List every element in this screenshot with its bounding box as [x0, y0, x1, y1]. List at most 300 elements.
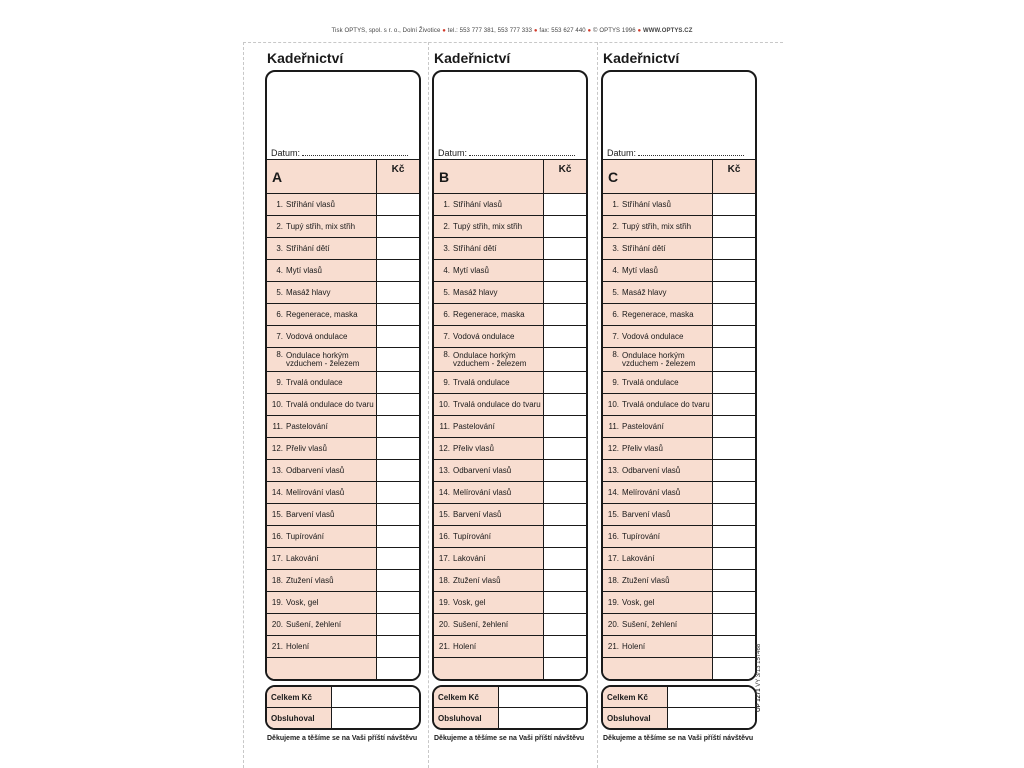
service-cell	[267, 504, 377, 525]
service-number: 4.	[612, 266, 619, 275]
service-cell	[434, 238, 544, 259]
table-row	[434, 216, 586, 238]
service-name: Stříhání vlasů	[453, 199, 502, 209]
service-cell	[603, 504, 713, 525]
service-number: 12.	[271, 444, 283, 453]
services-table	[601, 70, 757, 681]
service-cell	[267, 614, 377, 635]
price-cell	[544, 526, 586, 547]
table-row	[267, 548, 419, 570]
service-cell	[603, 372, 713, 393]
price-cell	[544, 658, 586, 679]
service-number: 21.	[607, 642, 619, 651]
service-cell	[434, 372, 544, 393]
table-row	[603, 216, 755, 238]
service-cell	[267, 216, 377, 237]
slip-title: Kadeřnictví	[267, 50, 344, 66]
service-cell	[603, 304, 713, 325]
service-number: 2.	[443, 222, 450, 231]
service-cell	[434, 570, 544, 591]
service-name: Tupírování	[453, 531, 491, 541]
table-row	[603, 504, 755, 526]
service-name: Sušení, žehlení	[453, 619, 509, 629]
service-cell	[434, 438, 544, 459]
service-cell	[267, 482, 377, 503]
table-row	[603, 548, 755, 570]
price-cell	[544, 326, 586, 347]
table-row-empty	[434, 658, 586, 679]
price-cell	[713, 570, 755, 591]
service-cell	[267, 238, 377, 259]
service-cell	[434, 216, 544, 237]
service-cell	[603, 282, 713, 303]
table-row	[267, 614, 419, 636]
served-label: Obsluhoval	[603, 708, 668, 728]
service-cell	[267, 460, 377, 481]
table-row	[603, 416, 755, 438]
service-cell	[267, 348, 377, 371]
bullet-icon: ●	[587, 28, 592, 34]
service-name: Stříhání vlasů	[286, 199, 335, 209]
table-row	[603, 194, 755, 216]
total-label: Celkem Kč	[434, 687, 499, 707]
table-row	[434, 372, 586, 394]
table-row	[434, 614, 586, 636]
service-cell	[267, 548, 377, 569]
service-cell	[434, 548, 544, 569]
price-cell	[544, 548, 586, 569]
cut-line	[597, 42, 598, 768]
service-name: Mytí vlasů	[622, 265, 659, 275]
service-cell	[603, 636, 713, 657]
service-name: Pastelování	[453, 421, 495, 431]
table-row	[267, 504, 419, 526]
price-cell	[377, 394, 419, 415]
totals-box	[601, 685, 757, 730]
total-row	[267, 687, 419, 707]
service-name: Ztužení vlasů	[286, 575, 334, 585]
table-row	[434, 570, 586, 592]
service-name: Trvalá ondulace	[286, 377, 343, 387]
service-cell	[434, 592, 544, 613]
service-number: 9.	[443, 378, 450, 387]
service-name: Regenerace, maska	[453, 309, 525, 319]
service-cell	[434, 504, 544, 525]
service-cell	[603, 526, 713, 547]
price-cell	[544, 482, 586, 503]
price-cell	[377, 326, 419, 347]
table-header	[434, 160, 586, 194]
service-number: 6.	[276, 310, 283, 319]
thanks-note: Děkujeme a těšíme se na Vaši příští návštěvu	[603, 735, 754, 742]
service-number: 8.	[276, 350, 283, 359]
table-row	[267, 460, 419, 482]
price-cell	[713, 260, 755, 281]
service-name: Pastelování	[622, 421, 664, 431]
table-row	[434, 238, 586, 260]
table-row	[603, 304, 755, 326]
served-value	[332, 708, 419, 728]
service-number: 1.	[276, 200, 283, 209]
service-name: Melírování vlasů	[286, 487, 345, 497]
printer-fax: fax: 553 627 440	[539, 28, 586, 34]
service-number: 19.	[607, 598, 619, 607]
service-number: 3.	[612, 244, 619, 253]
service-name: Odbarvení vlasů	[622, 465, 681, 475]
total-row	[434, 687, 586, 707]
service-number: 1.	[612, 200, 619, 209]
service-cell	[603, 460, 713, 481]
service-name: Přeliv vlasů	[622, 443, 663, 453]
service-name: Holení	[622, 641, 646, 651]
price-cell	[377, 238, 419, 259]
table-row	[434, 282, 586, 304]
service-number: 13.	[271, 466, 283, 475]
slip-letter: A	[267, 160, 377, 193]
service-name: Přeliv vlasů	[453, 443, 494, 453]
service-name: Ztužení vlasů	[622, 575, 670, 585]
bullet-icon: ●	[533, 28, 538, 34]
price-cell	[377, 372, 419, 393]
price-cell	[713, 592, 755, 613]
service-cell	[267, 416, 377, 437]
service-cell	[434, 304, 544, 325]
table-row	[434, 304, 586, 326]
service-name: Masáž hlavy	[286, 287, 331, 297]
price-cell	[377, 548, 419, 569]
table-row	[267, 304, 419, 326]
datum-label: Datum:	[438, 148, 468, 158]
service-cell	[603, 438, 713, 459]
service-cell	[267, 304, 377, 325]
service-number: 20.	[607, 620, 619, 629]
service-name: Sušení, žehlení	[622, 619, 678, 629]
served-row	[267, 707, 419, 728]
service-cell	[603, 216, 713, 237]
price-cell	[713, 658, 755, 679]
price-cell	[544, 592, 586, 613]
table-row	[267, 260, 419, 282]
slip-letter: C	[603, 160, 713, 193]
service-cell	[603, 658, 713, 679]
service-number: 18.	[438, 576, 450, 585]
table-row-empty	[267, 658, 419, 679]
total-value	[332, 687, 419, 707]
service-name: Masáž hlavy	[453, 287, 498, 297]
table-row	[603, 326, 755, 348]
total-label: Celkem Kč	[603, 687, 668, 707]
service-name: Trvalá ondulace do tvaru	[622, 399, 710, 409]
service-cell	[603, 614, 713, 635]
table-row	[267, 636, 419, 658]
price-cell	[713, 348, 755, 371]
form-code: OP 1271 VY 3/13 157468	[756, 643, 762, 712]
service-cell	[267, 394, 377, 415]
table-row	[603, 348, 755, 372]
service-name: Tupírování	[622, 531, 660, 541]
service-number: 6.	[612, 310, 619, 319]
printer-info	[0, 28, 1024, 34]
served-row	[603, 707, 755, 728]
table-row	[434, 504, 586, 526]
service-cell	[267, 282, 377, 303]
service-cell	[603, 326, 713, 347]
table-row	[434, 548, 586, 570]
price-cell	[544, 460, 586, 481]
table-row	[434, 438, 586, 460]
price-cell	[544, 636, 586, 657]
price-cell	[544, 194, 586, 215]
price-cell	[544, 416, 586, 437]
printer-web: WWW.OPTYS.CZ	[642, 28, 693, 34]
price-cell	[377, 416, 419, 437]
service-name: Přeliv vlasů	[286, 443, 327, 453]
price-cell	[377, 482, 419, 503]
table-row	[603, 394, 755, 416]
price-cell	[377, 636, 419, 657]
service-number: 5.	[276, 288, 283, 297]
service-cell	[267, 326, 377, 347]
service-name: Stříhání vlasů	[622, 199, 671, 209]
receipt-slip-c	[601, 48, 757, 742]
service-name: Sušení, žehlení	[286, 619, 342, 629]
table-row	[267, 282, 419, 304]
price-cell	[713, 526, 755, 547]
table-row	[267, 238, 419, 260]
service-name: Lakování	[286, 553, 319, 563]
service-cell	[603, 194, 713, 215]
service-name: Holení	[453, 641, 477, 651]
table-row	[603, 460, 755, 482]
datum-line	[638, 155, 744, 156]
table-row	[603, 372, 755, 394]
served-value	[499, 708, 586, 728]
price-cell	[544, 260, 586, 281]
table-row	[434, 416, 586, 438]
service-cell	[603, 570, 713, 591]
service-name: Ondulace horkým vzduchem - železem	[622, 350, 696, 368]
service-name: Stříhání dětí	[622, 243, 666, 253]
service-name: Melírování vlasů	[622, 487, 681, 497]
price-cell	[713, 504, 755, 525]
service-name: Regenerace, maska	[286, 309, 358, 319]
receipt-slip-a	[265, 48, 421, 742]
table-row	[267, 216, 419, 238]
currency-header: Kč	[377, 160, 419, 193]
price-cell	[544, 504, 586, 525]
service-number: 14.	[607, 488, 619, 497]
printer-copyright: © OPTYS 1996	[593, 28, 636, 34]
price-cell	[544, 372, 586, 393]
service-number: 19.	[438, 598, 450, 607]
service-cell	[603, 260, 713, 281]
service-name: Vosk, gel	[622, 597, 655, 607]
price-cell	[713, 482, 755, 503]
table-row-empty	[603, 658, 755, 679]
service-name: Trvalá ondulace	[622, 377, 679, 387]
table-row	[434, 394, 586, 416]
service-number: 12.	[607, 444, 619, 453]
total-value	[499, 687, 586, 707]
service-name: Barvení vlasů	[622, 509, 671, 519]
table-row	[267, 438, 419, 460]
table-row	[603, 614, 755, 636]
service-number: 14.	[271, 488, 283, 497]
price-cell	[377, 570, 419, 591]
service-number: 15.	[271, 510, 283, 519]
service-number: 13.	[607, 466, 619, 475]
price-cell	[377, 260, 419, 281]
service-number: 7.	[443, 332, 450, 341]
thanks-note: Děkujeme a těšíme se na Vaši příští návštěvu	[267, 735, 418, 742]
service-number: 10.	[438, 400, 450, 409]
table-header	[603, 160, 755, 194]
price-cell	[377, 304, 419, 325]
service-name: Masáž hlavy	[622, 287, 667, 297]
table-row	[434, 526, 586, 548]
service-name: Tupý střih, mix střih	[286, 221, 356, 231]
service-number: 10.	[271, 400, 283, 409]
service-number: 8.	[443, 350, 450, 359]
service-cell	[434, 416, 544, 437]
table-row	[267, 194, 419, 216]
table-row	[603, 438, 755, 460]
service-number: 16.	[438, 532, 450, 541]
service-number: 2.	[612, 222, 619, 231]
price-cell	[544, 614, 586, 635]
service-name: Mytí vlasů	[453, 265, 490, 275]
service-cell	[267, 438, 377, 459]
currency-header: Kč	[544, 160, 586, 193]
stamp-area	[603, 72, 755, 160]
table-row	[434, 460, 586, 482]
service-number: 11.	[608, 422, 619, 431]
price-cell	[713, 282, 755, 303]
price-cell	[544, 438, 586, 459]
service-cell	[434, 526, 544, 547]
price-cell	[544, 348, 586, 371]
service-number: 4.	[443, 266, 450, 275]
service-cell	[434, 636, 544, 657]
table-row	[267, 348, 419, 372]
cut-line	[428, 42, 429, 768]
price-cell	[713, 194, 755, 215]
service-number: 18.	[607, 576, 619, 585]
price-cell	[713, 372, 755, 393]
service-number: 9.	[276, 378, 283, 387]
datum-label: Datum:	[607, 148, 637, 158]
service-number: 11.	[272, 422, 283, 431]
service-number: 3.	[443, 244, 450, 253]
services-table	[432, 70, 588, 681]
service-cell	[434, 394, 544, 415]
service-number: 21.	[438, 642, 450, 651]
served-value	[668, 708, 755, 728]
price-cell	[713, 460, 755, 481]
service-name: Ondulace horkým vzduchem - železem	[453, 350, 527, 368]
price-cell	[377, 194, 419, 215]
service-number: 19.	[271, 598, 283, 607]
service-cell	[267, 194, 377, 215]
total-value	[668, 687, 755, 707]
table-row	[434, 348, 586, 372]
service-number: 13.	[438, 466, 450, 475]
service-cell	[267, 592, 377, 613]
total-label: Celkem Kč	[267, 687, 332, 707]
bullet-icon: ●	[442, 28, 446, 34]
thanks-note: Děkujeme a těšíme se na Vaši příští návštěvu	[434, 735, 585, 742]
table-row	[434, 636, 586, 658]
service-number: 2.	[276, 222, 283, 231]
service-number: 15.	[438, 510, 450, 519]
datum-line	[302, 155, 408, 156]
table-row	[267, 326, 419, 348]
service-number: 3.	[276, 244, 283, 253]
service-name: Trvalá ondulace	[453, 377, 510, 387]
price-cell	[713, 216, 755, 237]
table-row	[267, 372, 419, 394]
service-number: 8.	[612, 350, 619, 359]
service-number: 5.	[612, 288, 619, 297]
service-name: Pastelování	[286, 421, 328, 431]
service-name: Stříhání dětí	[453, 243, 497, 253]
service-name: Lakování	[453, 553, 486, 563]
service-name: Ondulace horkým vzduchem - železem	[286, 350, 360, 368]
table-row	[603, 238, 755, 260]
printer-tel: tel.: 553 777 381, 553 777 333	[447, 28, 533, 34]
service-cell	[434, 260, 544, 281]
price-cell	[377, 526, 419, 547]
service-name: Vosk, gel	[286, 597, 319, 607]
service-number: 6.	[443, 310, 450, 319]
service-cell	[434, 194, 544, 215]
service-cell	[434, 326, 544, 347]
total-row	[603, 687, 755, 707]
price-cell	[377, 504, 419, 525]
price-cell	[713, 304, 755, 325]
totals-box	[265, 685, 421, 730]
service-cell	[603, 482, 713, 503]
table-row	[267, 592, 419, 614]
service-cell	[603, 394, 713, 415]
price-cell	[713, 394, 755, 415]
datum-line	[469, 155, 575, 156]
totals-box	[432, 685, 588, 730]
service-name: Mytí vlasů	[286, 265, 323, 275]
service-number: 21.	[271, 642, 283, 651]
service-name: Barvení vlasů	[286, 509, 335, 519]
receipt-slip-b	[432, 48, 588, 742]
table-row	[434, 260, 586, 282]
service-name: Trvalá ondulace do tvaru	[453, 399, 541, 409]
service-name: Tupírování	[286, 531, 324, 541]
service-name: Odbarvení vlasů	[286, 465, 345, 475]
service-name: Lakování	[622, 553, 655, 563]
service-cell	[267, 570, 377, 591]
price-cell	[713, 326, 755, 347]
price-cell	[713, 238, 755, 259]
service-name: Odbarvení vlasů	[453, 465, 512, 475]
table-row	[434, 482, 586, 504]
slip-title: Kadeřnictví	[603, 50, 680, 66]
cut-line-top	[243, 42, 783, 43]
service-cell	[603, 416, 713, 437]
datum-field	[271, 148, 408, 158]
table-row	[603, 636, 755, 658]
service-number: 16.	[607, 532, 619, 541]
table-row	[434, 326, 586, 348]
service-number: 16.	[271, 532, 283, 541]
